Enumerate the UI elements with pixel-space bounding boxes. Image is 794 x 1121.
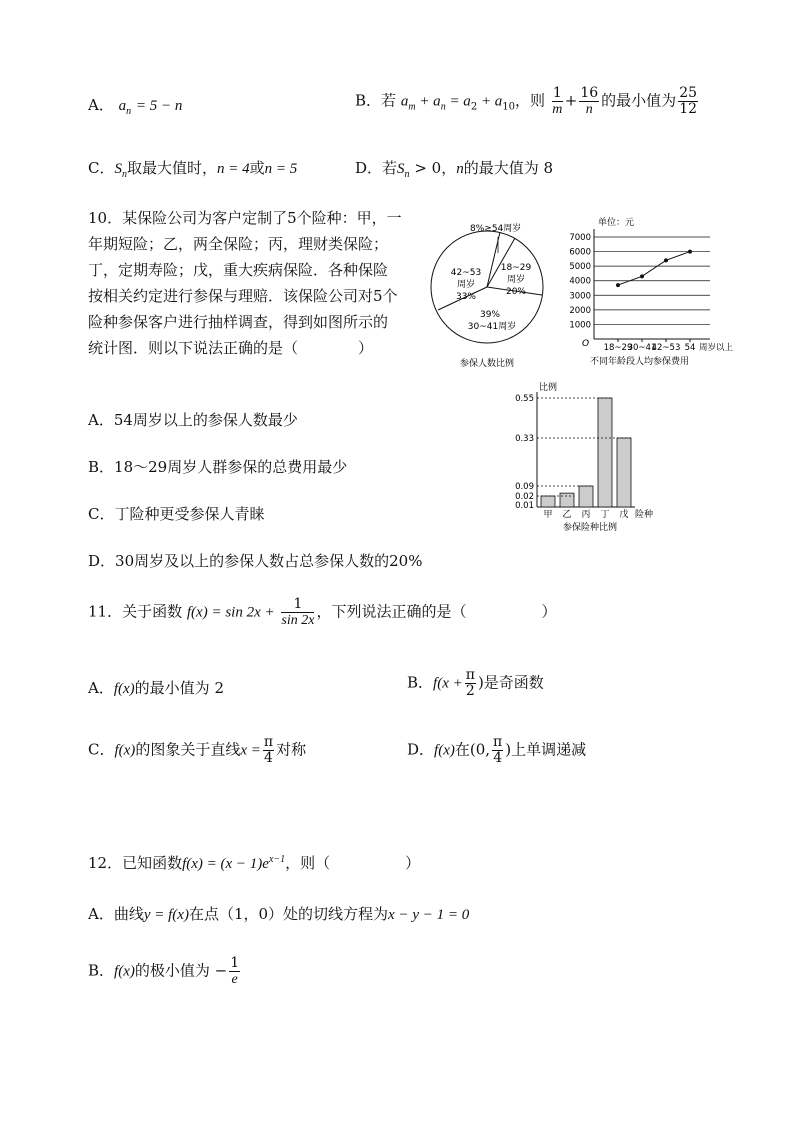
bar-xlabel: 险种	[635, 510, 654, 520]
line-point	[664, 258, 668, 262]
q10-stem-line: 丁，定期寿险；戊，重大疾病保险．各种保险	[88, 261, 389, 279]
q10-option-c: C．丁险种更受参保人青睐	[88, 505, 265, 523]
bar-chart	[505, 380, 665, 535]
q11-option-d: D．f(x)在(0, $\frac{\pi}{4}$ )上单调递减	[407, 734, 587, 766]
q10-stem-line: 年期短险；乙，两全保险；丙，理财类保险；	[88, 235, 389, 253]
q10-stem-line: 10．某保险公司为客户定制了5个险种：甲，一	[88, 209, 402, 227]
line-unit-label: 单位：元	[598, 218, 635, 228]
line-ytick-label: 5000	[569, 262, 591, 273]
bar-category-label: 丁	[600, 510, 610, 520]
line-ytick-label: 6000	[569, 247, 591, 258]
q9-option-d: D．若$S_n > 0$，n的最大值为 8	[355, 159, 554, 180]
q10-option-d: D．30周岁及以上的参保人数占总参保人数的20%	[88, 552, 423, 570]
bar-category-label: 戊	[619, 510, 629, 520]
line-ytick-label: 1000	[569, 320, 591, 331]
q9-option-a: A． $a_n = 5 - n$	[88, 96, 183, 117]
line-point	[616, 283, 620, 287]
q11-option-c: C．f(x)的图象关于直线x = $\frac{\pi}{4}$ 对称	[88, 734, 307, 766]
pie-label-18-29: 周岁	[506, 275, 526, 285]
line-point	[688, 250, 692, 254]
line-xtick-label: 18~29	[603, 343, 633, 353]
q12-stem: 12．已知函数$f(x) = (x - 1)e^{x-1}$，则（ ）	[88, 854, 421, 872]
bar-戊	[617, 438, 631, 507]
bar-category-label: 甲	[543, 510, 553, 520]
bar-丙	[579, 486, 593, 507]
q10-option-b: B．18～29周岁人群参保的总费用最少	[88, 458, 348, 476]
pie-label-30-41: 30~41周岁	[467, 322, 517, 332]
line-ytick-label: 3000	[569, 291, 591, 302]
bar-ytick-label: 0.02	[515, 492, 534, 502]
line-title: 不同年龄段人均参保费用	[590, 357, 690, 367]
q11-option-b: B．f(x + $\frac{\pi}{2}$ )是奇函数	[407, 667, 544, 699]
bar-ytick-label: 0.33	[515, 434, 534, 444]
line-origin-label: O	[582, 339, 590, 349]
line-xtick-label: 54	[684, 343, 696, 353]
bar-category-label: 丙	[581, 510, 591, 520]
q9-option-c: C．$S_n$取最大值时，n = 4或n = 5	[88, 159, 298, 180]
pie-label-42-53: 33%	[455, 292, 477, 302]
pie-chart	[430, 215, 550, 375]
q11-option-a: A．f(x)的最小值为 2	[88, 679, 224, 697]
pie-label-42-53: 周岁	[456, 280, 476, 290]
q10-stem-line: 统计图．则以下说法正确的是（ ）	[88, 339, 374, 357]
q10-stem	[88, 205, 428, 361]
pie-label-18-29: 18~29	[500, 263, 532, 273]
line-xtick-label: 30~41	[627, 343, 657, 353]
bar-ytick-label: 0.55	[515, 394, 534, 404]
line-ytick-label: 7000	[569, 233, 591, 243]
q11-stem: 11．关于函数 f(x) = sin 2x + $\frac{1}{\sin 2x}$ ，下列说法正确的是（ ）	[88, 596, 557, 628]
bar-title: 参保险种比例	[563, 523, 618, 533]
q10-stem-line: 险种参保客户进行抽样调查，得到如图所示的	[88, 313, 389, 331]
bar-甲	[541, 496, 555, 507]
q12-option-b: B．f(x)的极小值为 − $\frac{1}{e}$	[88, 955, 240, 987]
line-xtick-label: 42~53	[651, 343, 681, 353]
line-ytick-label: 2000	[569, 305, 591, 316]
q10-stem-line: 按相关约定进行参保与理赔．该保险公司对5个	[88, 287, 398, 305]
bar-ytick-label: 0.09	[515, 482, 534, 492]
pie-label-54: 8%≥54周岁	[470, 224, 522, 234]
line-x-suffix: 周岁以上	[699, 343, 734, 353]
line-point	[640, 274, 644, 278]
line-series	[618, 252, 690, 286]
pie-label-18-29: 20%	[505, 287, 527, 297]
q12-option-a: A．曲线y = f(x)在点（1，0）处的切线方程为x − y − 1 = 0	[88, 905, 470, 923]
bar-丁	[598, 398, 612, 507]
bar-category-label: 乙	[562, 510, 572, 520]
pie-label-30-41: 39%	[479, 310, 501, 320]
q10-option-a: A．54周岁以上的参保人数最少	[88, 411, 298, 429]
pie-title: 参保人数比例	[459, 359, 515, 369]
line-ytick-label: 4000	[569, 276, 591, 287]
q9-option-b: B．若 $a_m + a_n = a_2 + a_{10}$，则 $\frac{1}{m}$ + $\frac{16}{n}$ 的最小值为 $\frac{25}{12}$	[355, 85, 698, 117]
bar-ytick-label: 0.01	[515, 501, 534, 511]
bar-乙	[560, 493, 574, 507]
pie-label-42-53: 42~53	[450, 268, 482, 278]
bar-ylabel: 比例	[539, 383, 558, 393]
line-chart	[560, 212, 750, 372]
